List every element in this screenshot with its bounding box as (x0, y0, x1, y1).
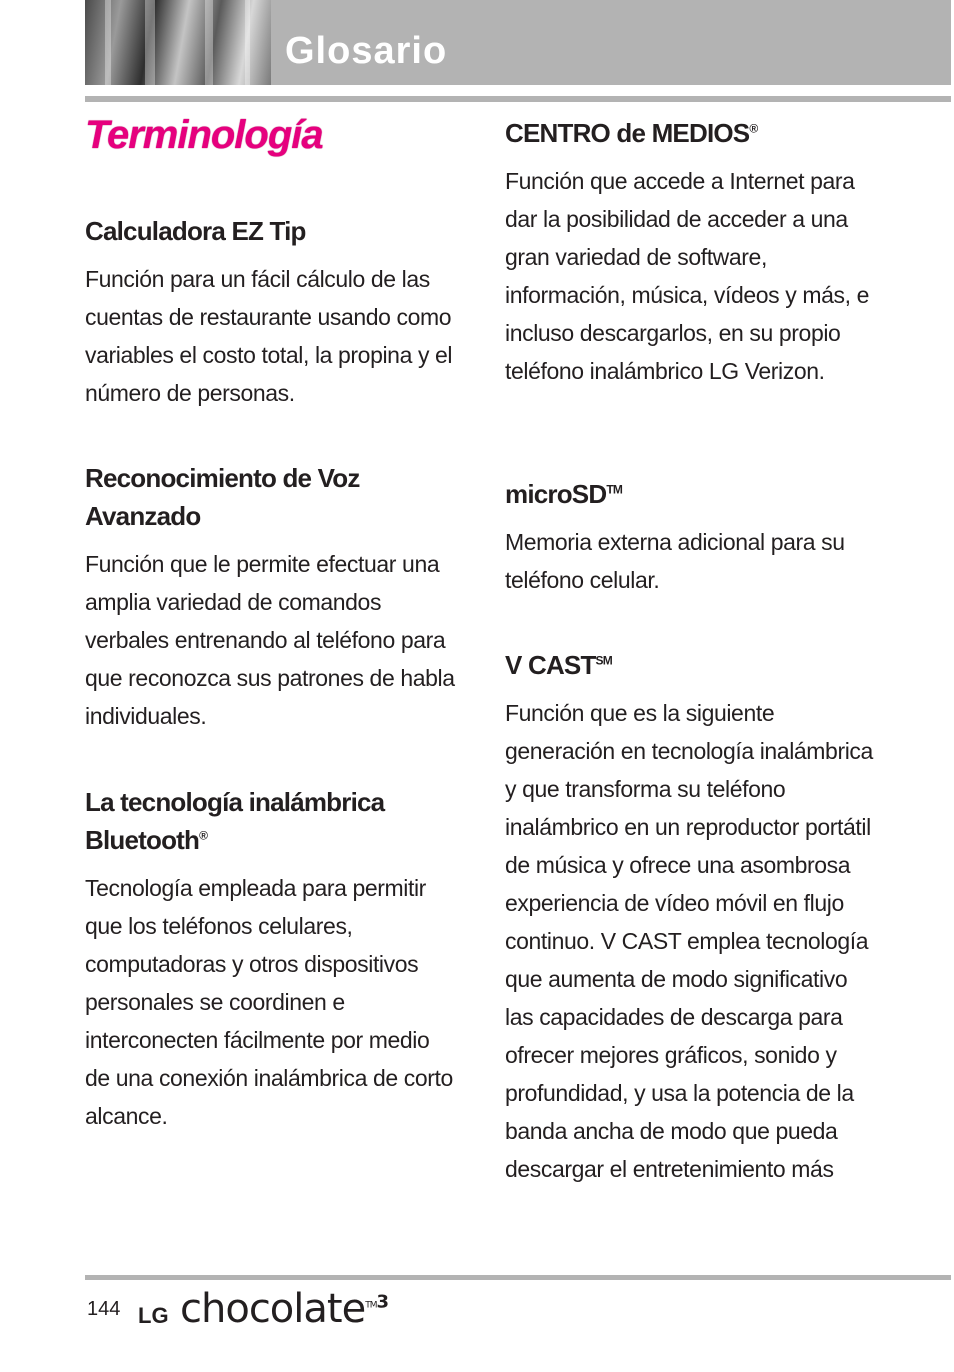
glossary-definition: Tecnología empleada para permitir que los teléfonos celulares, computadoras y otros dispositivos personales se coordinen e interconecten fácilmente por medio de una conexión inalámbrica de corto alcance. (85, 875, 453, 1129)
glossary-definition: Función para un fácil cálculo de las cuentas de restaurante usando como variables el costo total, la propina y el número de personas. (85, 266, 453, 406)
glossary-term: Reconocimiento de Voz Avanzado (85, 463, 360, 531)
glossary-entry (85, 783, 455, 1135)
glossary-term: V CAST℠ (505, 650, 612, 680)
glossary-entry (505, 114, 875, 390)
glossary-entry (505, 646, 875, 1188)
header-divider (85, 96, 951, 102)
page-number: 144 (87, 1298, 121, 1320)
glossary-entry (85, 459, 455, 735)
glossary-term: microSD™ (505, 479, 623, 509)
glossary-entry (85, 212, 455, 412)
glossary-term: CENTRO de MEDIOS® (505, 118, 758, 148)
glossary-entry (505, 475, 875, 599)
glossary-definition: Función que accede a Internet para dar la posibilidad de acceder a una gran variedad de software, información, música, vídeos y más, e incluso descargarlos, en su propio teléfono inalámbrico LG Verizon. (505, 168, 869, 384)
brand-lg: LG (138, 1303, 169, 1328)
header-title: Glosario (285, 30, 448, 72)
glossary-term: La tecnología inalámbrica Bluetooth® (85, 787, 385, 855)
section-title: Terminología (85, 113, 323, 157)
header-photo (85, 0, 271, 85)
brand-name: chocolate$^{TM3}$ (180, 1286, 388, 1332)
footer-divider (85, 1275, 951, 1280)
glossary-definition: Función que le permite efectuar una amplia variedad de comandos verbales entrenando al teléfono para que reconozca sus patrones de habla individuales. (85, 551, 455, 729)
glossary-term: Calculadora EZ Tip (85, 216, 306, 246)
glossary-definition: Función que es la siguiente generación en tecnología inalámbrica y que transforma su teléfono inalámbrico en un reproductor portátil de música y ofrece una asombrosa experiencia de vídeo móvil en flujo continuo. V CAST emplea tecnología que aumenta de modo significativo las capacidades de descarga para ofrecer mejores gráficos, sonido y profundidad, y usa la potencia de la banda ancha de modo que pueda descargar el entretenimiento más (505, 700, 873, 1182)
glossary-definition: Memoria externa adicional para su teléfono celular. (505, 529, 845, 593)
